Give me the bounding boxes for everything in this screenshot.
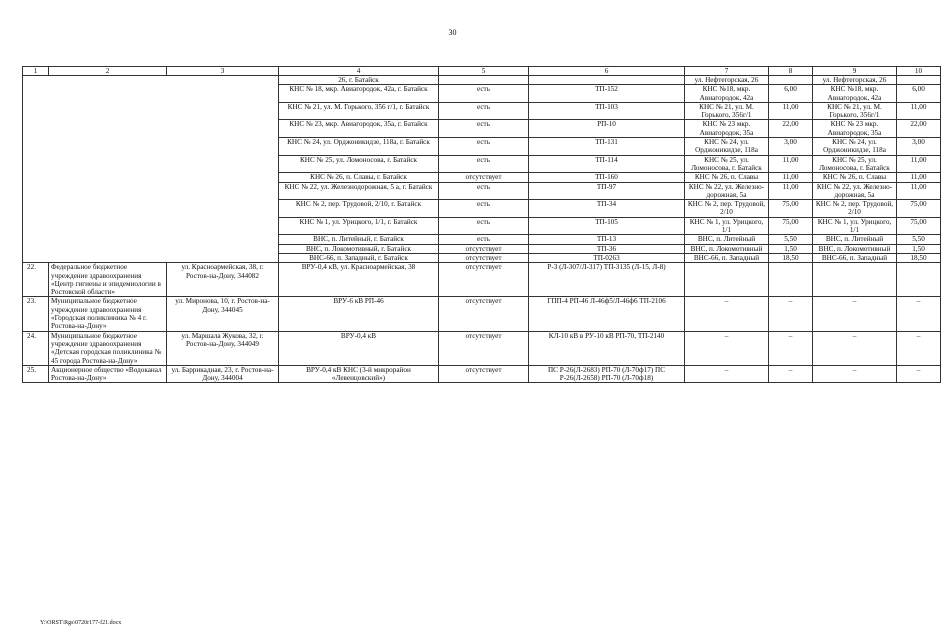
cell-c9: КНС № 22, ул. Железно-дорожная, 5а — [813, 182, 897, 200]
cell-c10: 22,00 — [897, 120, 941, 138]
cell-status: есть — [439, 182, 529, 200]
data-table — [22, 66, 941, 383]
cell-c7: КНС №18, мкр. Авиагородок, 42а — [685, 85, 769, 103]
cell-c10: 11,00 — [897, 155, 941, 173]
cell-object: КНС № 18, мкр. Авиагородок, 42а, г. Батайск — [279, 85, 439, 103]
cell-c10 — [897, 76, 941, 85]
cell-source — [529, 76, 685, 85]
cell-source: ТП-131 — [529, 138, 685, 156]
cell-c7: – — [685, 297, 769, 331]
cell-object: ВРУ-0,4 кВ — [279, 331, 439, 365]
column-header: 4 — [279, 67, 439, 76]
cell-status — [439, 76, 529, 85]
cell-org: Муниципальное бюджетное учреждение здравоохранения «Городская поликлиника № 4 г. Ростова-на-Дону» — [49, 297, 167, 331]
file-path-footer: Y:\ORST\Rgs\0720r177-f21.docx — [40, 620, 122, 626]
cell-status: отсутствует — [439, 244, 529, 253]
cell-c9: – — [813, 297, 897, 331]
table-row — [23, 331, 941, 365]
cell-num: 24. — [23, 331, 49, 365]
cell-c10: – — [897, 331, 941, 365]
cell-c10: 11,00 — [897, 173, 941, 182]
cell-c9: ВНС-66, п. Западный — [813, 253, 897, 262]
cell-c10: 18,50 — [897, 253, 941, 262]
cell-addr: ул. Красноармейская, 38, г. Ростов-на-Дону, 344082 — [167, 263, 279, 297]
cell-c9: КНС № 1, ул. Урицкого, 1/1 — [813, 217, 897, 235]
cell-c10: 11,00 — [897, 102, 941, 120]
cell-num: 23. — [23, 297, 49, 331]
cell-c8: 1,50 — [769, 244, 813, 253]
cell-addr: ул. Маршала Жукова, 32, г. Ростов-на-Дону, 344049 — [167, 331, 279, 365]
cell-status: отсутствует — [439, 263, 529, 297]
cell-c7: ул. Нефтегорская, 26 — [685, 76, 769, 85]
cell-c9 — [813, 263, 897, 297]
cell-c8: 18,50 — [769, 253, 813, 262]
column-header: 10 — [897, 67, 941, 76]
cell-c7: ВНС, п. Литейный — [685, 235, 769, 244]
cell-source: ТП-152 — [529, 85, 685, 103]
table-row — [23, 263, 941, 297]
cell-status: отсутствует — [439, 173, 529, 182]
cell-c9: КНС № 24, ул. Орджоникидзе, 118а — [813, 138, 897, 156]
cell-status: есть — [439, 200, 529, 218]
cell-source: ТП-114 — [529, 155, 685, 173]
column-header: 5 — [439, 67, 529, 76]
cell-c8: 75,00 — [769, 217, 813, 235]
cell-status: есть — [439, 138, 529, 156]
cell-c9: КНС № 23 мкр. Авиагородок, 35а — [813, 120, 897, 138]
cell-c7: – — [685, 331, 769, 365]
cell-object: КНС № 1, ул. Урицкого, 1/1, г. Батайск — [279, 217, 439, 235]
cell-c9: ВНС, п. Локомотивный — [813, 244, 897, 253]
cell-object: ВНС, п. Локомотивный, г. Батайск — [279, 244, 439, 253]
cell-status: отсутствует — [439, 297, 529, 331]
cell-c8: – — [769, 297, 813, 331]
cell-c10 — [897, 263, 941, 297]
cell-num: 25. — [23, 365, 49, 383]
cell-status: отсутствует — [439, 253, 529, 262]
cell-c9: КНС № 25, ул. Ломоносова, г. Батайск — [813, 155, 897, 173]
cell-c9: КНС №18, мкр. Авиагородок, 42а — [813, 85, 897, 103]
cell-status: есть — [439, 85, 529, 103]
cell-c8: – — [769, 331, 813, 365]
cell-c8: 5,50 — [769, 235, 813, 244]
cell-c10: 3,00 — [897, 138, 941, 156]
cell-c8: 22,00 — [769, 120, 813, 138]
cell-source: КЛ-10 кВ в РУ-10 кВ РП-70, ТП-2140 — [529, 331, 685, 365]
cell-c7: КНС № 2, пер. Трудовой, 2/10 — [685, 200, 769, 218]
cell-c8: 11,00 — [769, 102, 813, 120]
cell-source: ПС Р-26(Л-2683) РП-70 (Л-70ф17) ПС Р-26(Л-2658) РП-70 (Л-70ф18) — [529, 365, 685, 383]
column-header: 7 — [685, 67, 769, 76]
cell-status: есть — [439, 120, 529, 138]
cell-c10: 11,00 — [897, 182, 941, 200]
cell-c9: ул. Нефтегорская, 26 — [813, 76, 897, 85]
cell-status: есть — [439, 217, 529, 235]
table-row — [23, 365, 941, 383]
cell-org: Акционерное общество «Водоканал Ростова-на-Дону» — [49, 365, 167, 383]
cell-object: КНС № 21, ул. М. Горького, 356 г/1, г. Батайск — [279, 102, 439, 120]
cell-c7: КНС № 23 мкр. Авиагородок, 35а — [685, 120, 769, 138]
table-row — [23, 297, 941, 331]
cell-c7: ВНС-66, п. Западный — [685, 253, 769, 262]
cell-object: КНС № 2, пер. Трудовой, 2/10, г. Батайск — [279, 200, 439, 218]
cell-c7: ВНС, п. Локомотивный — [685, 244, 769, 253]
cell-status: есть — [439, 102, 529, 120]
column-header: 2 — [49, 67, 167, 76]
cell-c8: 11,00 — [769, 155, 813, 173]
cell-c9: – — [813, 365, 897, 383]
cell-c9: – — [813, 331, 897, 365]
cell-object: КНС № 26, п. Славы, г. Батайск — [279, 173, 439, 182]
cell-c10: 75,00 — [897, 217, 941, 235]
cell-object: КНС № 23, мкр. Авиагородок, 35а, г. Батайск — [279, 120, 439, 138]
cell-c8: 75,00 — [769, 200, 813, 218]
cell-c8: 11,00 — [769, 173, 813, 182]
cell-source: ТП-105 — [529, 217, 685, 235]
cell-object: ВРУ-0,4 кВ, ул. Красноармейская, 38 — [279, 263, 439, 297]
cell-c10: 6,00 — [897, 85, 941, 103]
cell-object: ВРУ-6 кВ РП-46 — [279, 297, 439, 331]
cell-c7: – — [685, 365, 769, 383]
cell-source: Р-3 (Л-307/Л-317) ТП-3135 (Л-15, Л-8) — [529, 263, 685, 297]
cell-c9: КНС № 2, пер. Трудовой, 2/10 — [813, 200, 897, 218]
header-row — [23, 67, 941, 76]
cell-source: ТП-103 — [529, 102, 685, 120]
cell-status: отсутствует — [439, 331, 529, 365]
cell-c10: – — [897, 297, 941, 331]
cell-status: есть — [439, 155, 529, 173]
cell-c8: 11,00 — [769, 182, 813, 200]
cell-c9: ВНС, п. Литейный — [813, 235, 897, 244]
cell-source: ТП-36 — [529, 244, 685, 253]
cell-addr: ул. Миронова, 10, г. Ростов-на-Дону, 344045 — [167, 297, 279, 331]
cell-c7: КНС № 24, ул. Орджоникидзе, 118а — [685, 138, 769, 156]
cell-c9: КНС № 21, ул. М. Горького, 356г/1 — [813, 102, 897, 120]
page-number: 30 — [448, 28, 457, 37]
cell-c10: 5,50 — [897, 235, 941, 244]
cell-num: 22. — [23, 263, 49, 297]
cell-c10: – — [897, 365, 941, 383]
cell-org: Федеральное бюджетное учреждение здравоохранения «Центр гигиены и эпидемиологии в Ростовской области» — [49, 263, 167, 297]
column-header: 1 — [23, 67, 49, 76]
cell-source: ТП-160 — [529, 173, 685, 182]
cell-source: ТП-34 — [529, 200, 685, 218]
cell-source: ТП-97 — [529, 182, 685, 200]
cell-source: РП-10 — [529, 120, 685, 138]
cell-c8: 3,00 — [769, 138, 813, 156]
cell-c7: КНС № 26, п. Славы — [685, 173, 769, 182]
cell-c7: КНС № 21, ул. М. Горького, 356г/1 — [685, 102, 769, 120]
cell-org: Муниципальное бюджетное учреждение здравоохранения «Детская городская поликлиника № 45 города Ростова-на-Дону» — [49, 331, 167, 365]
cell-object: ВНС, п. Литейный, г. Батайск — [279, 235, 439, 244]
column-header: 6 — [529, 67, 685, 76]
cell-object: КНС № 24, ул. Орджоникидзе, 118а, г. Батайск — [279, 138, 439, 156]
cell-object: ВНС-66, п. Западный, г. Батайск — [279, 253, 439, 262]
cell-c8: 6,00 — [769, 85, 813, 103]
cell-status: отсутствует — [439, 365, 529, 383]
cell-c10: 1,50 — [897, 244, 941, 253]
cell-c8 — [769, 263, 813, 297]
column-header: 9 — [813, 67, 897, 76]
cell-object: КНС № 25, ул. Ломоносова, г. Батайск — [279, 155, 439, 173]
cell-c10: 75,00 — [897, 200, 941, 218]
merged-cell — [23, 76, 279, 263]
cell-object: ВРУ-0,4 кВ КНС (3-й микрорайон «Левенцовский») — [279, 365, 439, 383]
cell-source: ТП-0263 — [529, 253, 685, 262]
cell-c7: КНС № 25, ул. Ломоносова, г. Батайск — [685, 155, 769, 173]
cell-c7: КНС № 1, ул. Урицкого, 1/1 — [685, 217, 769, 235]
column-header: 8 — [769, 67, 813, 76]
cell-object: 26, г. Батайск — [279, 76, 439, 85]
cell-c7: КНС № 22, ул. Железно-дорожная, 5а — [685, 182, 769, 200]
cell-c8: – — [769, 365, 813, 383]
cell-c9: КНС № 26, п. Славы — [813, 173, 897, 182]
cell-addr: ул. Баррикадная, 23, г. Ростов-на-Дону, 344004 — [167, 365, 279, 383]
column-header: 3 — [167, 67, 279, 76]
cell-status: есть — [439, 235, 529, 244]
cell-source: ГПП-4 РП-46 Л-46ф5/Л-46ф6 ТП-2106 — [529, 297, 685, 331]
table-row — [23, 76, 941, 85]
cell-object: КНС № 22, ул. Железнодорожная, 5 а, г. Батайск — [279, 182, 439, 200]
cell-source: ТП-13 — [529, 235, 685, 244]
cell-c7 — [685, 263, 769, 297]
cell-c8 — [769, 76, 813, 85]
